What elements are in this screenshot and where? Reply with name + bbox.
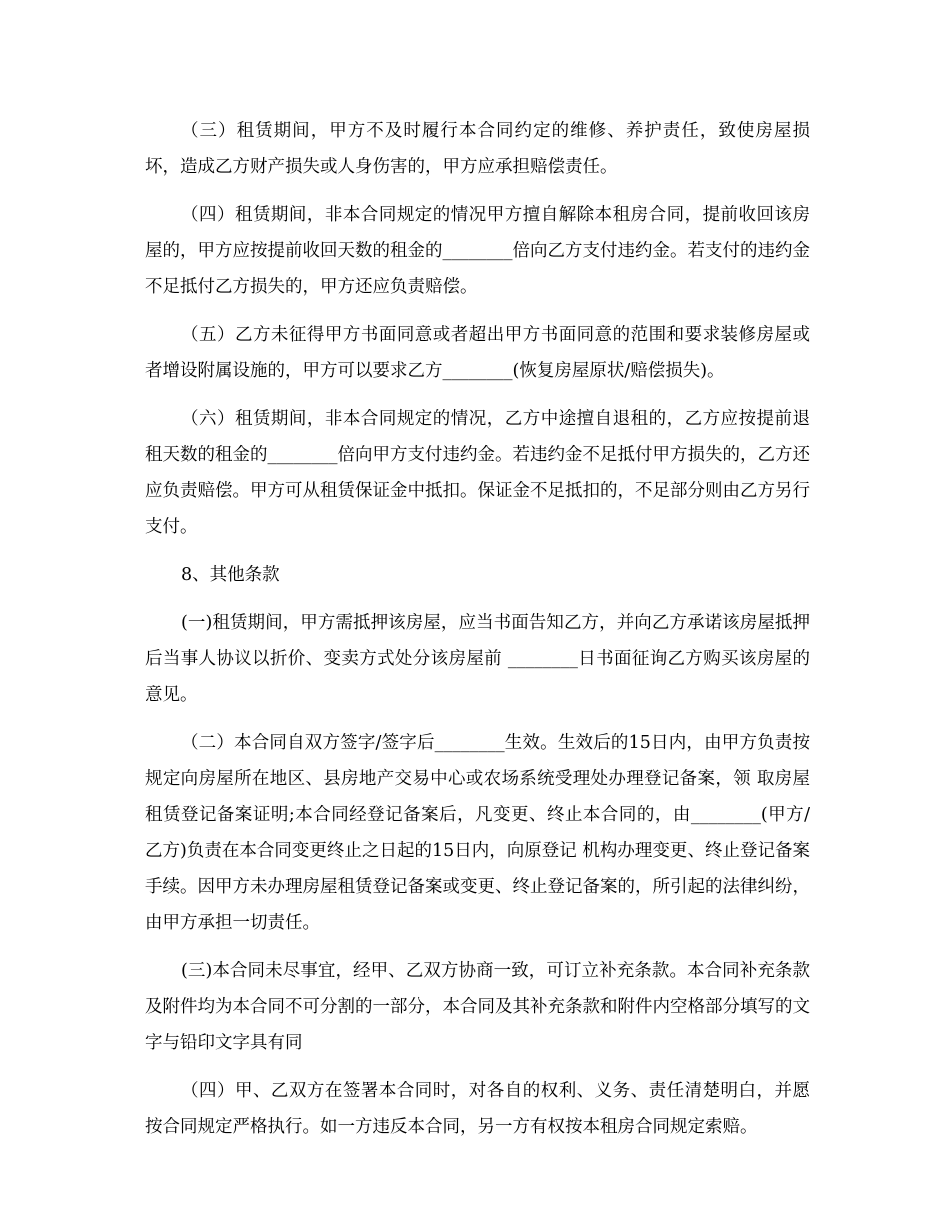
other-term-4-compliance: （四）甲、乙双方在签署本合同时，对各自的权利、义务、责任清楚明白，并愿按合同规定严格执行。如一方违反本合同，另一方有权按本租房合同规定索赔。 xyxy=(145,1081,810,1137)
document-body xyxy=(145,113,810,1157)
other-term-2-effect-registration: （二）本合同自双方签字/签字后________生效。生效后的15日内，由甲方负责按规定向房屋所在地区、县房地产交易中心或农场系统受理处办理登记备案，领 取房屋租赁登记备案证明;本合同经登记备案后，凡变更、终止本合同的，由________(甲方/乙方)负责在本合同变更终止之日起的15日内，向原登记 机构办理变更、终止登记备案手续。因甲方未办理房屋租赁登记备案或变更、终止登记备案的，所引起的法律纠纷，由甲方承担一切责任。 xyxy=(145,733,810,933)
clause-3-landlord-repair-duty: （三）租赁期间，甲方不及时履行本合同约定的维修、养护责任，致使房屋损坏，造成乙方财产损失或人身伤害的，甲方应承担赔偿责任。 xyxy=(145,121,810,177)
other-term-1-mortgage: (一)租赁期间，甲方需抵押该房屋，应当书面告知乙方，并向乙方承诺该房屋抵押后当事人协议以折价、变卖方式处分该房屋前 ________日书面征询乙方购买该房屋的意见。 xyxy=(145,613,810,705)
section-heading-other-terms: 8、其他条款 xyxy=(181,565,280,585)
clause-5-tenant-unauthorized-renovation: （五）乙方未征得甲方书面同意或者超出甲方书面同意的范围和要求装修房屋或者增设附属设施的，甲方可以要求乙方________(恢复房屋原状/赔偿损失)。 xyxy=(145,325,810,381)
other-term-3-supplementary: (三)本合同未尽事宜，经甲、乙双方协商一致，可订立补充条款。本合同补充条款及附件均为本合同不可分割的一部分，本合同及其补充条款和附件内空格部分填写的文字与铅印文字具有同 xyxy=(145,961,810,1053)
clause-6-tenant-early-termination: （六）租赁期间，非本合同规定的情况，乙方中途擅自退租的，乙方应按提前退租天数的租金的________倍向甲方支付违约金。若违约金不足抵付甲方损失的，乙方还应负责赔偿。甲方可从租赁保证金中抵扣。保证金不足抵扣的，不足部分则由乙方另行支付。 xyxy=(145,409,810,537)
clause-4-landlord-early-termination: （四）租赁期间，非本合同规定的情况甲方擅自解除本租房合同，提前收回该房屋的，甲方应按提前收回天数的租金的________倍向乙方支付违约金。若支付的违约金不足抵付乙方损失的，甲方还应负责赔偿。 xyxy=(145,205,810,297)
